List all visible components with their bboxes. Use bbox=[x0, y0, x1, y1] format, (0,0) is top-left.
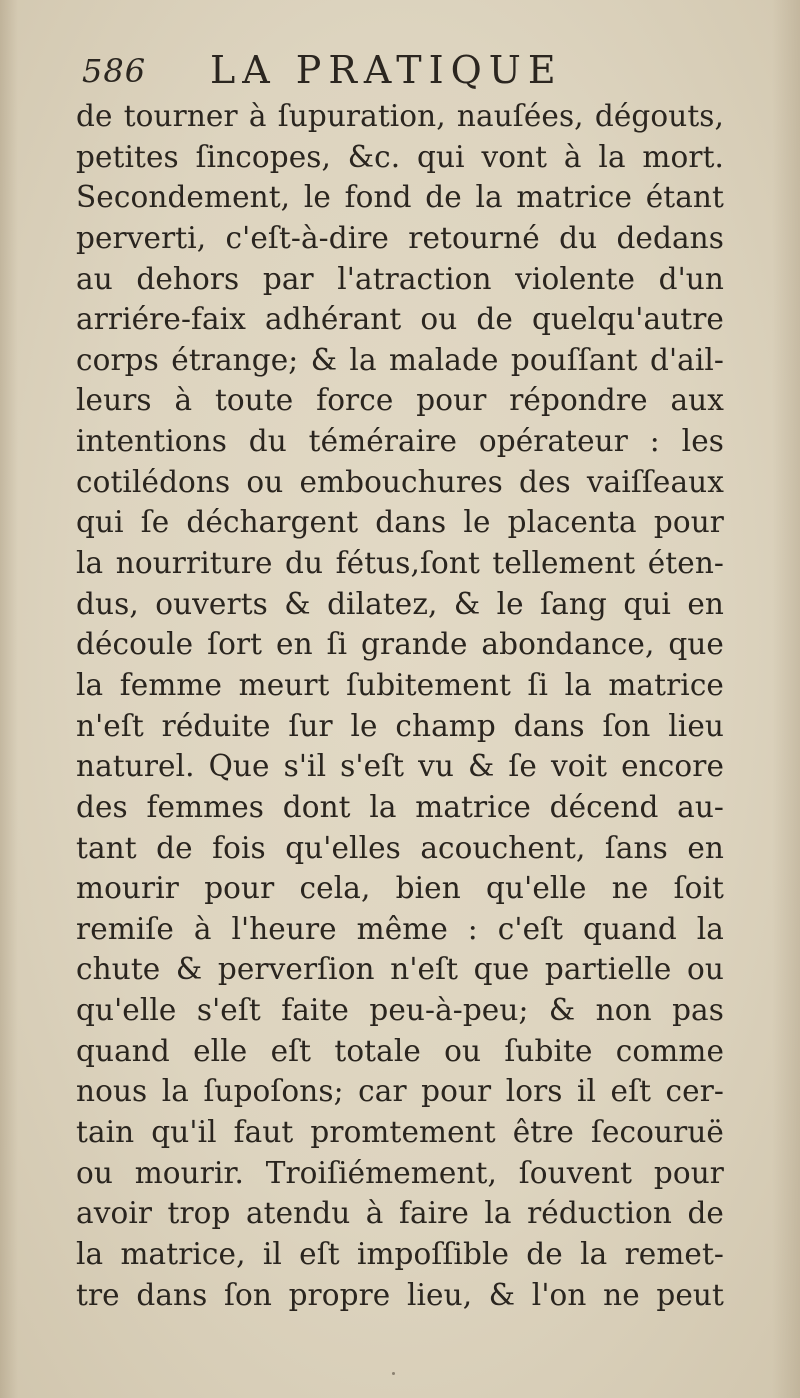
text-line: la matrice, il eſt impoſſible de la remet- bbox=[76, 1236, 724, 1271]
text-line: perverti, c'eſt-à-dire retourné du dedans bbox=[76, 220, 724, 255]
text-line: nous la ſupoſons; car pour lors il eſt cer- bbox=[76, 1074, 724, 1109]
text-line: quand elle eſt totale ou ſubite comme bbox=[76, 1033, 724, 1068]
page-edge-shadow bbox=[772, 0, 800, 1398]
text-line: la nourriture du fétus,ſont tellement éten- bbox=[76, 546, 724, 581]
text-line: cotilédons ou embouchures des vaiſſeaux bbox=[76, 464, 724, 499]
text-line: avoir trop atendu à faire la réduction de bbox=[76, 1196, 724, 1231]
text-line: leurs à toute force pour répondre aux bbox=[76, 383, 724, 418]
text-line: corps étrange; & la malade pouſſant d'ail- bbox=[76, 342, 724, 377]
text-line: ou mourir. Troiſiémement, ſouvent pour bbox=[76, 1155, 724, 1190]
text-line: n'eſt réduite ſur le champ dans ſon lieu bbox=[76, 708, 724, 743]
page-gutter-shadow bbox=[0, 0, 18, 1398]
body-text bbox=[76, 96, 724, 1315]
running-head bbox=[82, 44, 722, 100]
text-line: qui ſe déchargent dans le placenta pour bbox=[76, 505, 724, 540]
text-line: arriére-faix adhérant ou de quelqu'autre bbox=[76, 302, 724, 337]
page-number: 586 bbox=[82, 52, 147, 90]
text-line: qu'elle s'eſt faite peu-à-peu; & non pas bbox=[76, 993, 724, 1028]
text-line: tant de fois qu'elles acouchent, ſans en bbox=[76, 830, 724, 865]
text-line: des femmes dont la matrice décend au- bbox=[76, 789, 724, 824]
text-line: tre dans ſon propre lieu, & l'on ne peut bbox=[76, 1277, 724, 1312]
text-line: naturel. Que s'il s'eſt vu & ſe voit encore bbox=[76, 749, 724, 784]
text-line: dus, ouverts & dilatez, & le ſang qui en bbox=[76, 586, 724, 621]
text-line: au dehors par l'atraction violente d'un bbox=[76, 261, 724, 296]
text-line: la femme meurt ſubitement ſi la matrice bbox=[76, 667, 724, 702]
text-line: tain qu'il faut promtement être ſecouruë bbox=[76, 1115, 724, 1150]
text-line: découle ſort en ſi grande abondance, que bbox=[76, 627, 724, 662]
text-line: de tourner à ſupuration, nauſées, dégouts, bbox=[76, 99, 724, 133]
running-title: LA PRATIQUE bbox=[210, 48, 563, 92]
text-line: mourir pour cela, bien qu'elle ne ſoit bbox=[76, 871, 724, 906]
ink-speck bbox=[392, 1372, 395, 1375]
text-line: chute & perverſion n'eſt que partielle ou bbox=[76, 952, 724, 987]
text-line: petites ſincopes, &c. qui vont à la mort. bbox=[76, 139, 724, 174]
text-line: intentions du téméraire opérateur : les bbox=[76, 424, 724, 459]
text-line: Secondement, le fond de la matrice étant bbox=[76, 180, 724, 215]
text-line: remiſe à l'heure même : c'eſt quand la bbox=[76, 911, 724, 946]
